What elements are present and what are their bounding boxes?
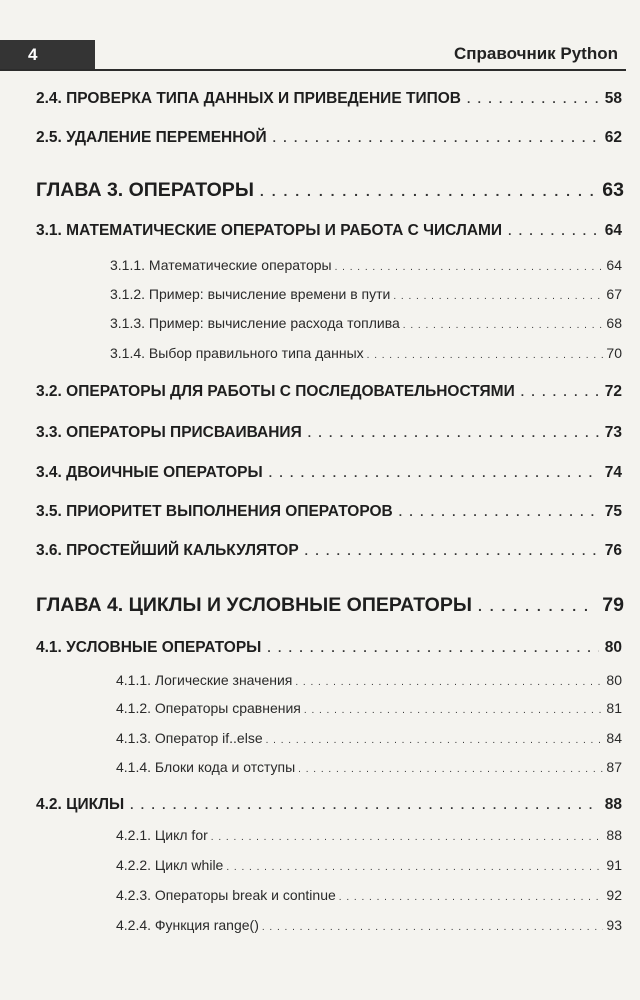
toc-entry-title: 4.1.4. Блоки кода и отступы — [116, 759, 296, 775]
toc-entry-page: 62 — [604, 129, 622, 146]
toc-entry-page: 70 — [606, 345, 622, 361]
dot-leader — [508, 224, 599, 238]
toc-entry-page: 79 — [602, 594, 624, 616]
toc-entry-page: 74 — [604, 464, 622, 481]
toc-entry-page: 67 — [606, 286, 622, 302]
toc-entry-page: 58 — [604, 90, 622, 107]
toc-entry-title: 3.2. ОПЕРАТОРЫ ДЛЯ РАБОТЫ С ПОСЛЕДОВАТЕЛЬНОСТЯМИ — [36, 383, 515, 400]
dot-leader — [305, 544, 599, 558]
toc-entry-section[interactable] — [36, 424, 622, 442]
toc-entry-section[interactable] — [36, 383, 622, 401]
toc-entry-title: 4.2.1. Цикл for — [116, 827, 208, 843]
toc-entry-title: 3.1.2. Пример: вычисление времени в пути — [110, 286, 391, 302]
toc-entry-page: 80 — [604, 639, 622, 656]
toc-entry-section[interactable] — [36, 464, 622, 482]
toc-entry-subsection[interactable] — [116, 827, 622, 843]
dot-leader — [393, 291, 603, 302]
toc-entry-page: 92 — [606, 887, 622, 903]
toc-entry-title: 4.1.1. Логические значения — [116, 672, 293, 688]
toc-entry-title: 2.4. ПРОВЕРКА ТИПА ДАННЫХ И ПРИВЕДЕНИЕ ТИПОВ — [36, 90, 461, 107]
toc-entry-page: 87 — [606, 759, 622, 775]
toc-entry-page: 76 — [604, 542, 622, 559]
toc-entry-title: 3.5. ПРИОРИТЕТ ВЫПОЛНЕНИЯ ОПЕРАТОРОВ — [36, 503, 393, 520]
toc-entry-page: 88 — [604, 796, 622, 813]
dot-leader — [130, 798, 599, 812]
toc-entry-page: 63 — [602, 179, 624, 201]
toc-entry-title: 2.5. УДАЛЕНИЕ ПЕРЕМЕННОЙ — [36, 129, 267, 146]
toc-entry-subsection[interactable] — [110, 286, 622, 302]
dot-leader — [273, 131, 599, 145]
toc-entry-subsection[interactable] — [116, 857, 622, 873]
toc-entry-page: 64 — [604, 222, 622, 239]
dot-leader — [298, 764, 603, 775]
dot-leader — [403, 320, 604, 331]
dot-leader — [521, 385, 599, 399]
toc-entry-title: 4.2. ЦИКЛЫ — [36, 796, 125, 813]
dot-leader — [226, 862, 603, 873]
dot-leader — [269, 466, 599, 480]
toc-entry-subsection[interactable] — [116, 700, 622, 716]
toc-entry-title: 3.3. ОПЕРАТОРЫ ПРИСВАИВАНИЯ — [36, 424, 302, 441]
toc-entry-chapter[interactable] — [36, 594, 624, 617]
toc-entry-page: 84 — [606, 730, 622, 746]
toc-entry-page: 88 — [606, 827, 622, 843]
toc-entry-subsection[interactable] — [116, 672, 622, 688]
toc-entry-title: 3.1.3. Пример: вычисление расхода топлива — [110, 315, 400, 331]
toc-entry-title: 4.1.3. Оператор if..else — [116, 730, 263, 746]
toc-entry-subsection[interactable] — [116, 917, 622, 933]
toc-entry-section[interactable] — [36, 90, 622, 108]
toc-entry-section[interactable] — [36, 222, 622, 240]
dot-leader — [399, 505, 599, 519]
toc-entry-page: 72 — [604, 383, 622, 400]
dot-leader — [339, 892, 604, 903]
toc-entry-section[interactable] — [36, 639, 622, 657]
dot-leader — [304, 705, 604, 716]
toc-entry-subsection[interactable] — [110, 345, 622, 361]
toc-entry-title: 4.2.2. Цикл while — [116, 857, 224, 873]
toc-entry-title: 3.1.1. Математические операторы — [110, 257, 332, 273]
book-title: Справочник Python — [454, 44, 618, 63]
toc-entry-page: 91 — [606, 857, 622, 873]
dot-leader — [308, 426, 599, 440]
toc-entry-title: 3.1.4. Выбор правильного типа данных — [110, 345, 364, 361]
toc-entry-section[interactable] — [36, 542, 622, 560]
dot-leader — [335, 262, 604, 273]
dot-leader — [262, 922, 604, 933]
page-number: 4 — [0, 40, 95, 70]
toc-entry-subsection[interactable] — [110, 315, 622, 331]
toc-entry-title: 4.1.2. Операторы сравнения — [116, 700, 301, 716]
toc-entry-page: 80 — [606, 672, 622, 688]
toc-entry-page: 68 — [606, 315, 622, 331]
toc-entry-title: 3.1. МАТЕМАТИЧЕСКИЕ ОПЕРАТОРЫ И РАБОТА С ЧИСЛАМИ — [36, 222, 503, 239]
toc-entry-page: 75 — [604, 503, 622, 520]
toc-entry-page: 93 — [606, 917, 622, 933]
dot-leader — [260, 183, 596, 199]
toc-entry-page: 81 — [606, 700, 622, 716]
toc-entry-page: 73 — [604, 424, 622, 441]
toc-entry-chapter[interactable] — [36, 179, 624, 202]
toc-entry-title: ГЛАВА 4. ЦИКЛЫ И УСЛОВНЫЕ ОПЕРАТОРЫ — [36, 594, 472, 616]
toc-entry-page: 64 — [606, 257, 622, 273]
toc-entry-title: ГЛАВА 3. ОПЕРАТОРЫ — [36, 179, 254, 201]
toc-entry-subsection[interactable] — [116, 759, 622, 775]
dot-leader — [367, 350, 604, 361]
toc-entry-subsection[interactable] — [116, 730, 622, 746]
toc-entry-section[interactable] — [36, 129, 622, 147]
toc-entry-section[interactable] — [36, 503, 622, 521]
toc-entry-section[interactable] — [36, 796, 622, 814]
toc-entry-subsection[interactable] — [110, 257, 622, 273]
toc-entry-title: 4.2.3. Операторы break и continue — [116, 887, 336, 903]
toc-entry-title: 3.4. ДВОИЧНЫЕ ОПЕРАТОРЫ — [36, 464, 263, 481]
dot-leader — [211, 832, 604, 843]
toc-entry-subsection[interactable] — [116, 887, 622, 903]
toc-entry-title: 4.2.4. Функция range() — [116, 917, 259, 933]
dot-leader — [467, 92, 599, 106]
dot-leader — [266, 735, 604, 746]
toc-entry-title: 4.1. УСЛОВНЫЕ ОПЕРАТОРЫ — [36, 639, 262, 656]
dot-leader — [295, 677, 603, 688]
dot-leader — [478, 598, 596, 614]
toc-entry-title: 3.6. ПРОСТЕЙШИЙ КАЛЬКУЛЯТОР — [36, 542, 299, 559]
dot-leader — [267, 641, 598, 655]
